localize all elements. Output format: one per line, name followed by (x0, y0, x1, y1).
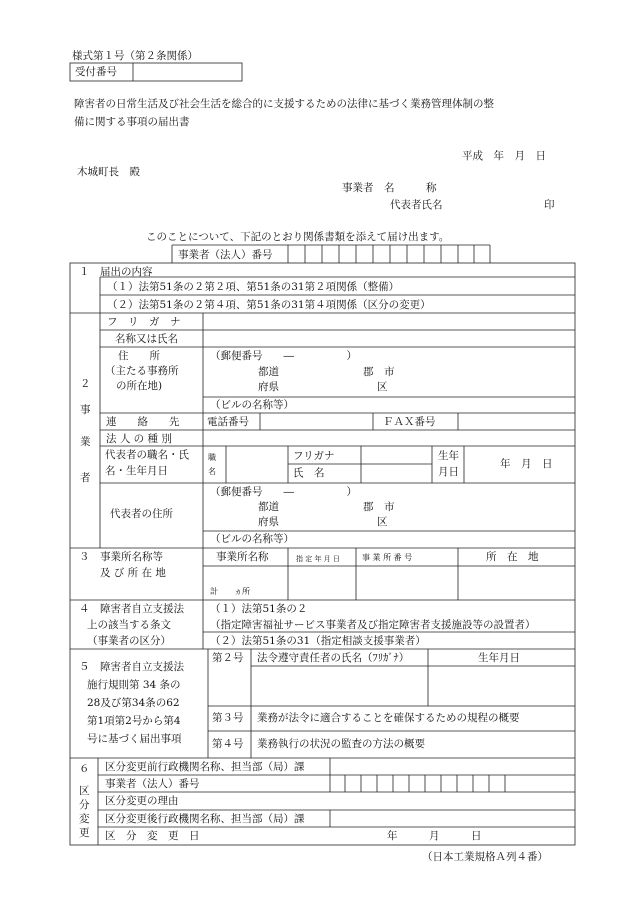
rep-title-label-1: 代表者の職名・氏 (105, 449, 189, 461)
representative-name-label: 代表者氏名 (390, 199, 443, 211)
phone-label: 電話番号 (207, 416, 249, 428)
sec4-label-2: 上の該当する条文 (87, 619, 171, 631)
paper-size-note: （日本工業規格Ａ列４番） (422, 851, 548, 863)
building-name[interactable]: （ビルの名称等） (210, 399, 294, 411)
rep-address-label: 代表者の住所 (110, 508, 173, 520)
form-title-line1: 障害者の日常生活及び社会生活を総合的に支援するための法律に基づく業務管理体制の整 (74, 98, 494, 110)
sec6-vertical-3: 変 (79, 813, 90, 825)
sec6-vertical-4: 更 (79, 827, 90, 839)
corp-type-label: 法 人 の 種 別 (106, 433, 172, 445)
sec5-label-4: 第1項第2号から第4 (87, 715, 181, 727)
col-office-number: 事 業 所 番 号 (362, 553, 413, 562)
sec4-option1[interactable]: （１）法第51条の２ (210, 603, 308, 615)
sec6-number: ６ (79, 763, 90, 775)
name-label: 名称又は氏名 (115, 333, 178, 345)
sec1-option2[interactable]: （２）法第51条の２第４項、第51条の31第４項関係（区分の変更） (107, 299, 431, 311)
addressee: 木城町長 殿 (77, 166, 140, 178)
rep-building-name[interactable]: （ビルの名称等） (210, 533, 294, 545)
sec4-option2[interactable]: （２）法第51条の31（指定相談支援事業者） (210, 635, 426, 647)
rep-postal-code[interactable]: （郵便番号 ― ） (210, 486, 357, 498)
sec5-label-3: 28及び第34条の62 (87, 697, 180, 709)
rep-city-1: 郡 市 (363, 501, 395, 513)
sec2-number: ２ (80, 378, 91, 390)
sec3-label-1: ３ 事業所名称等 (79, 551, 163, 563)
sec6-corp-number-label: 事業者（法人）番号 (105, 778, 200, 790)
receipt-number-field[interactable] (134, 64, 241, 80)
corp-number-label: 事業者（法人）番号 (178, 249, 273, 261)
rep-title-label-2: 名・生年月日 (105, 465, 168, 477)
item-no3: 第３号 (212, 712, 244, 724)
address-label: 住 所 (118, 350, 160, 362)
contact-label: 連 絡 先 (106, 416, 180, 428)
submission-date: 平成 年 月 日 (462, 150, 546, 162)
statement: このことについて、下記のとおり関係書類を添えて届け出ます。 (146, 231, 450, 243)
prefecture-label-2: 府県 (258, 381, 279, 393)
sec2-vertical-3: 者 (80, 472, 91, 484)
address-label-3: の所在地) (116, 380, 163, 392)
sec5-label-5: 号に基づく届出事項 (87, 733, 182, 745)
form-title-line2: 備に関する事項の届出書 (74, 116, 190, 128)
sec4-option1-detail: （指定障害福祉サービス事業者及び指定障害者支援施設等の設置者） (210, 619, 536, 631)
sec2-vertical-2: 業 (80, 436, 91, 448)
sec4-label-3: （事業者の区分） (87, 635, 171, 647)
new-agency-label: 区分変更後行政機関名称、担当部（局）課 (105, 813, 305, 825)
seal-mark: 印 (544, 199, 555, 211)
address-label-2: （主たる事務所 (105, 365, 179, 377)
col-office-name: 事業所名称 (216, 551, 269, 563)
business-name-label: 事業者 名 称 (342, 182, 437, 194)
fax-label: ＦＡＸ番号 (383, 416, 436, 428)
prefecture-label-1: 都道 (258, 366, 279, 378)
sec1-title: １ 届出の内容 (79, 266, 153, 278)
compliance-birth-label: 生年月日 (478, 652, 520, 664)
rep-prefecture-2: 府県 (258, 516, 279, 528)
col-designation-date: 指 定 年 月 日 (296, 555, 340, 563)
rep-city-2: 区 (377, 516, 388, 528)
sec5-label-1: ５ 障害者自立支援法 (79, 661, 184, 673)
sec5-label-2: 施行規則第 34 条の (87, 679, 181, 691)
form-number: 様式第１号（第２条関係） (72, 50, 198, 62)
rep-prefecture-1: 都道 (258, 501, 279, 513)
furigana-label: フ リ ガ ナ (107, 316, 181, 328)
rep-name-label: 氏 名 (293, 467, 325, 479)
birth-label-2: 月日 (438, 466, 459, 478)
birth-date[interactable]: 年 月 日 (500, 458, 553, 470)
birth-label-1: 生年 (438, 450, 459, 462)
post-label-1: 職 (208, 453, 216, 462)
item-no2: 第２号 (212, 652, 244, 664)
audit-method-label: 業務執行の状況の監査の方法の概要 (257, 738, 425, 750)
office-count: 計 ヵ所 (210, 587, 250, 596)
sec6-vertical-2: 分 (79, 799, 90, 811)
change-date-label: 区 分 変 更 日 (105, 830, 200, 842)
city-label-2: 区 (377, 381, 388, 393)
sec1-option1[interactable]: （１）法第51条の２第２項、第51条の31第２項関係（整備） (107, 281, 400, 293)
receipt-label: 受付番号 (75, 66, 117, 78)
change-reason-label: 区分変更の理由 (105, 795, 179, 807)
sec6-vertical-1: 区 (79, 785, 90, 797)
sec4-label-1: ４ 障害者自立支援法 (79, 603, 184, 615)
item-no4: 第４号 (212, 738, 244, 750)
regulation-summary-label: 業務が法令に適合することを確保するための規程の概要 (257, 712, 520, 724)
compliance-officer-label: 法令遵守責任者の氏名（ﾌﾘｶﾞﾅ） (257, 652, 410, 664)
col-location: 所 在 地 (486, 551, 539, 563)
prev-agency-label: 区分変更前行政機関名称、担当部（局）課 (105, 761, 305, 773)
postal-code[interactable]: （郵便番号 ― ） (210, 350, 357, 362)
city-label-1: 郡 市 (363, 366, 395, 378)
rep-furigana-label: フリガナ (293, 450, 335, 462)
change-date[interactable]: 年 月 日 (387, 830, 482, 842)
sec3-label-2: 及 び 所 在 地 (100, 567, 166, 579)
sec2-vertical-1: 事 (80, 404, 91, 416)
post-label-2: 名 (208, 467, 216, 476)
